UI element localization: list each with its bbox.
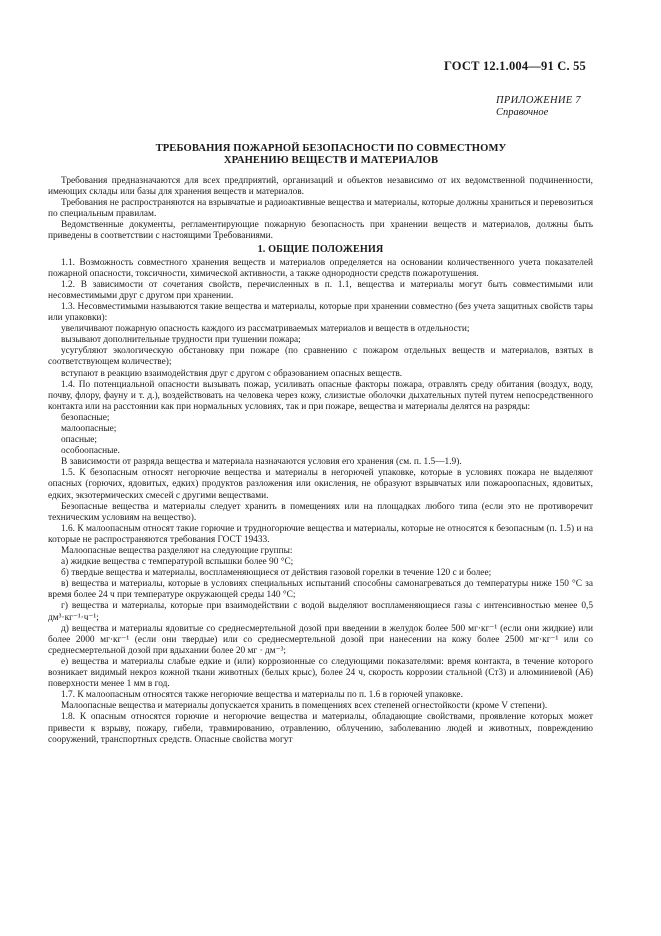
clause-1-6-b: Малоопасные вещества разделяют на следующие группы: <box>61 546 293 556</box>
intro-paragraph: Требования предназначаются для всех предприятий, организаций и объектов независимо от их ведомственной подчиненности, имеющих склады или базы для хранения веществ и материалов. <box>48 176 593 198</box>
category-item: малоопасные; <box>61 423 117 434</box>
title-line-1: ТРЕБОВАНИЯ ПОЖАРНОЙ БЕЗОПАСНОСТИ ПО СОВМЕСТНОМУ <box>155 143 507 154</box>
clause-1-7-b: Малоопасные вещества и материалы допускается хранить в помещениях всех степеней огнестойкости (кроме V степени). <box>61 701 548 712</box>
clause-1-6-item-c: в) вещества и материалы, которые в условиях специальных испытаний способны самонагреваться до температуры ниже 150 °С за время более 24 ч при температуре окружающей среды 140 °С; <box>48 579 593 601</box>
clause-1-3: 1.3. Несовместимыми называются такие вещества и материалы, которые при хранении совместно (без учета защитных свойств тары или упаковки): <box>48 301 593 324</box>
clause-1-5-b: Безопасные вещества и материалы следует хранить в помещениях или на площадках любого типа (если это не противоречит техническим условиям на вещество). <box>48 501 593 523</box>
category-item: особоопасные. <box>61 446 120 457</box>
clause-1-4-end: В зависимости от разряда вещества и материала назначаются условия его хранения (см. п. 1.5—1.9). <box>61 457 462 468</box>
clause-1-1: 1.1. Возможность совместного хранения веществ и материалов определяется на основании количественного учета показателей пожарной опасности, токсичности, химической активности, а также однородности средств пожаротушения. <box>48 257 593 279</box>
clause-1-6-item-b: б) твердые вещества и материалы, воспламеняющиеся от действия газовой горелки в течение 120 с и более; <box>61 568 492 579</box>
appendix-label-block <box>496 95 586 119</box>
clause-1-6-item-e: д) вещества и материалы ядовитые со среднесмертельной дозой при введении в желудок более 500 мг·кг⁻¹ (если они жидкие) или более 2000 мг·кг⁻¹ (если они твердые) или со среднесмертельной дозой при нанесении на кожу более 2500 мг·кг⁻¹ или со среднесмертельной дозой при вдыхании более 20 мг · дм⁻³; <box>48 623 593 656</box>
clause-1-7: 1.7. К малоопасным относятся также негорючие вещества и материалы по п. 1.6 в горючей упаковке. <box>61 690 463 701</box>
intro-paragraph: Требования не распространяются на взрывчатые и радиоактивные вещества и материалы, которые должны храниться и перевозиться по специальным правилам. <box>48 198 593 220</box>
clause-1-2: 1.2. В зависимости от сочетания свойств, перечисленных в п. 1.1, вещества и материалы могут быть совместимыми или несовместимыми друг с другом при хранении. <box>48 279 593 301</box>
clause-1-6-item-f: е) вещества и материалы слабые едкие и (или) коррозионные со следующими показателями: время контакта, в течение которого возникает видимый некроз кожной ткани животных (белых крыс), более 24 ч, скорость коррозии стальной (Ст3) и алюминиевой (А6) поверхности менее 1 мм в год. <box>48 656 593 690</box>
title-line-2: ХРАНЕНИЮ ВЕЩЕСТВ И МАТЕРИАЛОВ <box>223 154 439 166</box>
clause-1-6: 1.6. К малоопасным относят такие горючие и трудногорючие вещества и материалы, которые не относятся к безопасным (п. 1.5) и на которые не распространяются требования ГОСТ 19433. <box>48 523 593 545</box>
appendix-label: ПРИЛОЖЕНИЕ 7 <box>496 95 581 106</box>
category-item: опасные; <box>61 435 97 446</box>
clause-1-5: 1.5. К безопасным относят негорючие вещества и материалы в негорючей упаковке, которые в условиях пожара не выделяют опасных (горючих, ядовитых, едких) продуктов разложения или окисления, не образуют взрывчатых или пожароопасных, ядовитых, едких, экзотермических смесей с другими веществами. <box>48 468 593 501</box>
document-body <box>48 176 593 746</box>
clause-1-3-item: усугубляют экологическую обстановку при пожаре (по сравнению с пожаром отдельных веществ и материалов, взятых в соответствующем количестве); <box>48 346 593 368</box>
appendix-status: Справочное <box>496 107 549 118</box>
section-heading: 1. ОБЩИЕ ПОЛОЖЕНИЯ <box>257 243 384 255</box>
clause-1-3-item: вызывают дополнительные трудности при тушении пожара; <box>61 335 301 346</box>
intro-paragraph: Ведомственные документы, регламентирующие пожарную безопасность при хранении веществ и материалов, должны быть приведены в соответствии с настоящими Требованиями. <box>48 220 593 242</box>
clause-1-6-item-d: г) вещества и материалы, которые при взаимодействии с водой выделяют воспламеняющиеся газы с интенсивностью менее 0,5 дм³·кг⁻¹·ч⁻¹; <box>48 601 593 623</box>
clause-1-6-item-a: а) жидкие вещества с температурой вспышки более 90 °С; <box>61 557 294 568</box>
clause-1-3-item: увеличивают пожарную опасность каждого из рассматриваемых материалов и веществ в отдельности; <box>61 324 470 335</box>
clause-1-3-item: вступают в реакцию взаимодействия друг с другом с образованием опасных веществ. <box>61 368 403 379</box>
page-header: ГОСТ 12.1.004—91 С. 55 <box>443 59 586 73</box>
document-title <box>48 143 614 166</box>
clause-1-4: 1.4. По потенциальной опасности вызывать пожар, усиливать опасные факторы пожара, отравлять среду обитания (воздух, воду, почву, флору, фауну и т. д.), воздействовать на человека через кожу, слизистые оболочки дыхательных путей путем непосредственного контакта или на расстоянии как при нормальных условиях, так и при пожаре, вещества и материалы делятся на разряды: <box>48 379 593 412</box>
category-item: безопасные; <box>61 412 110 423</box>
clause-1-8: 1.8. К опасным относятся горючие и негорючие вещества и материалы, обладающие свойствами, проявление которых может привести к взрыву, пожару, гибели, травмированию, отравлению, облучению, заболеванию людей и животных, повреждению сооружений, транспортных средств. Опасные свойства могут <box>48 712 593 745</box>
